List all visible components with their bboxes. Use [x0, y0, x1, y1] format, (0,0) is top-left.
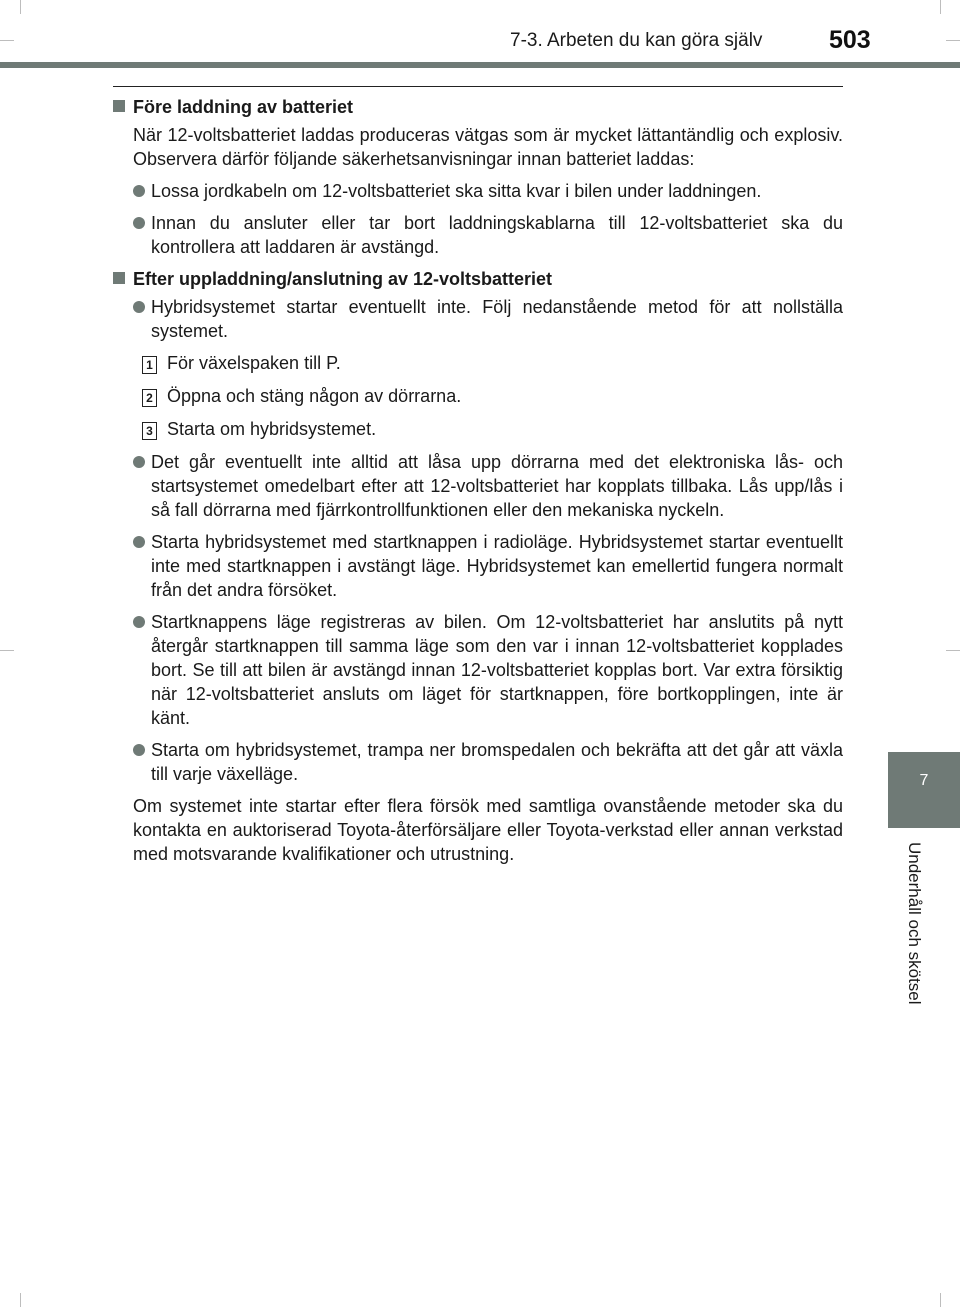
- section-title-text: Efter uppladdning/anslutning av 12-voltsbatteriet: [133, 269, 553, 289]
- closing-paragraph: Om systemet inte startar efter flera försök med samtliga ovanstående metoder ska du kontakta en auktoriserad Toyota-återförsäljare eller Toyota-verkstad eller annan verkstad med motsvarande kvalifikationer och utrustning.: [133, 796, 843, 864]
- chapter-number: 7: [919, 772, 929, 789]
- bullet-dot-icon: [133, 536, 145, 548]
- bullet-dot-icon: [133, 185, 145, 197]
- bullet-text: Hybridsystemet startar eventuellt inte. Följ nedanstående metod för att nollställa systemet.: [151, 297, 843, 341]
- square-marker-icon: [113, 100, 125, 112]
- crop-mark: [20, 1293, 21, 1307]
- step-item: [146, 351, 843, 375]
- step-number: 3: [142, 422, 157, 440]
- crop-mark: [940, 0, 941, 14]
- header-band: [0, 62, 960, 68]
- section-intro: När 12-voltsbatteriet laddas produceras vätgas som är mycket lättantändlig och explosiv. Observera därför följande säkerhetsanvisningar innan batteriet laddas:: [133, 125, 843, 169]
- bullet-dot-icon: [133, 744, 145, 756]
- bullet-dot-icon: [133, 217, 145, 229]
- step-number: 2: [142, 389, 157, 407]
- bullet-text: Starta hybridsystemet med startknappen i radioläge. Hybridsystemet startar eventuellt inte med startknappen i avstängt läge. Hybridsystemet kan emellertid fungera normalt från det andra försöket.: [151, 532, 843, 600]
- chapter-label: Underhåll och skötsel: [905, 842, 924, 1005]
- section-title: [113, 267, 843, 291]
- section-title: [113, 95, 843, 119]
- crop-mark: [940, 1293, 941, 1307]
- step-number: 1: [142, 356, 157, 374]
- bullet-text: Starta om hybridsystemet, trampa ner bromspedalen och bekräfta att det går att växla till varje växelläge.: [151, 740, 843, 784]
- step-text: Öppna och stäng någon av dörrarna.: [167, 386, 462, 406]
- bullet-item: [133, 738, 843, 786]
- crop-mark: [20, 0, 21, 14]
- crop-mark: [946, 650, 960, 651]
- step-item: [146, 384, 843, 408]
- bullet-text: Lossa jordkabeln om 12-voltsbatteriet ska sitta kvar i bilen under laddningen.: [151, 181, 762, 201]
- bullet-dot-icon: [133, 456, 145, 468]
- chapter-tab: [888, 752, 960, 828]
- bullet-dot-icon: [133, 301, 145, 313]
- bullet-item: [133, 295, 843, 343]
- bullet-dot-icon: [133, 616, 145, 628]
- bullet-item: [133, 610, 843, 730]
- step-text: Starta om hybridsystemet.: [167, 419, 377, 439]
- bullet-text: Startknappens läge registreras av bilen. Om 12-voltsbatteriet har anslutits på nytt återgår startknappen till samma läge som den var i innan 12-voltsbatteriet kopplades bort. Se till att bilen är avstängd innan 12-voltsbatteriet kopplas bort. Var extra försiktig när 12-voltsbatteriet ansluts om läget för startknappen, före bortkopplingen, inte är känt.: [151, 612, 843, 728]
- bullet-item: [133, 179, 843, 203]
- square-marker-icon: [113, 272, 125, 284]
- bullet-item: [133, 450, 843, 522]
- page-content: [113, 95, 843, 874]
- page-number: 503: [829, 26, 871, 54]
- section-title-text: Före laddning av batteriet: [133, 97, 354, 117]
- bullet-item: [133, 211, 843, 259]
- crop-mark: [0, 40, 14, 41]
- crop-mark: [946, 40, 960, 41]
- bullet-text: Innan du ansluter eller tar bort laddningskablarna till 12-voltsbatteriet ska du kontrollera att laddaren är avstängd.: [151, 213, 843, 257]
- bullet-text: Det går eventuellt inte alltid att låsa upp dörrarna med det elektroniska lås- och startsystemet omedelbart efter att 12-voltsbatteriet har kopplats tillbaka. Lås upp/lås i så fall dörrarna med fjärrkontrollfunktionen eller den mekaniska nyckeln.: [151, 452, 843, 520]
- step-item: [146, 417, 843, 441]
- crop-mark: [0, 650, 14, 651]
- step-text: För växelspaken till P.: [167, 353, 341, 373]
- header-title: 7-3. Arbeten du kan göra själv: [510, 30, 763, 51]
- top-rule: [113, 86, 843, 87]
- bullet-item: [133, 530, 843, 602]
